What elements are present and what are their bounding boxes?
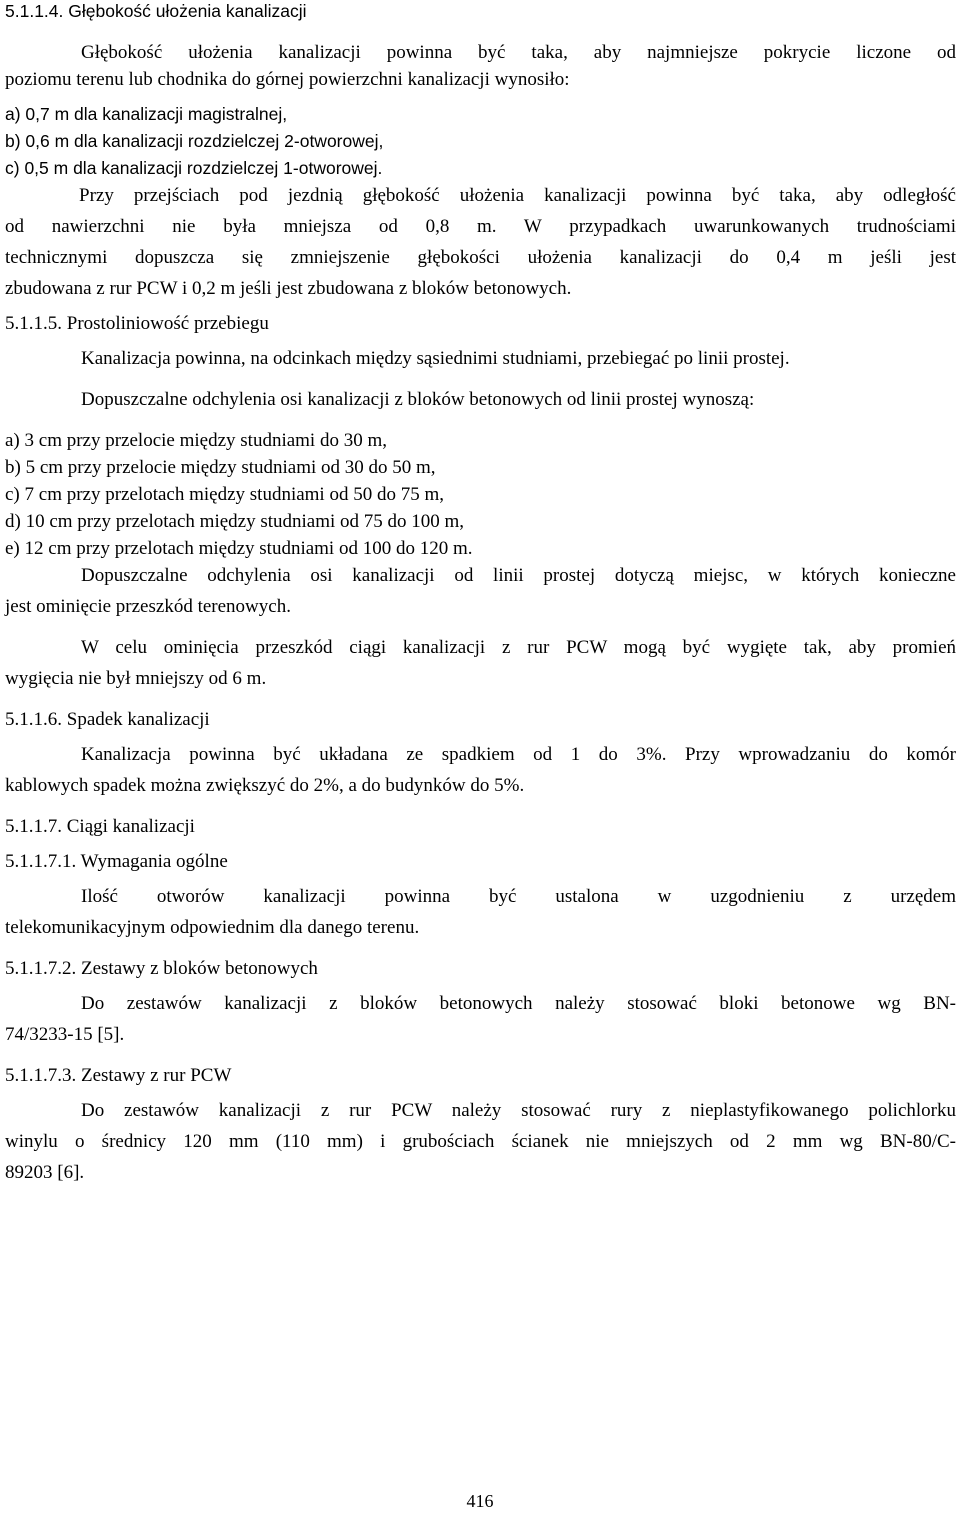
list-item: c) 0,5 m dla kanalizacji rozdzielczej 1-otworowej. xyxy=(5,158,383,178)
paragraph-line: od nawierzchni nie była mniejsza od 0,8 m. W przypadkach uwarunkowanych trudnościami xyxy=(5,216,956,237)
paragraph-line: Do zestawów kanalizacji z rur PCW należy stosować rury z nieplastyfikowanego polichlorku xyxy=(81,1100,956,1121)
section-heading-5-1-1-6: 5.1.1.6. Spadek kanalizacji xyxy=(5,709,210,730)
section-heading-5-1-1-4: 5.1.1.4. Głębokość ułożenia kanalizacji xyxy=(5,1,307,21)
list-item: a) 3 cm przy przelocie między studniami do 30 m, xyxy=(5,430,387,451)
section-heading-5-1-1-5: 5.1.1.5. Prostoliniowość przebiegu xyxy=(5,313,269,334)
page-number: 416 xyxy=(466,1491,494,1511)
list-item: b) 0,6 m dla kanalizacji rozdzielczej 2-otworowej, xyxy=(5,131,384,151)
list-item: a) 0,7 m dla kanalizacji magistralnej, xyxy=(5,104,288,124)
paragraph-line: jest ominięcie przeszkód terenowych. xyxy=(5,596,291,617)
paragraph-line: Ilość otworów kanalizacji powinna być ustalona w uzgodnieniu z urzędem xyxy=(81,886,956,907)
paragraph-line: Głębokość ułożenia kanalizacji powinna być taka, aby najmniejsze pokrycie liczone od xyxy=(81,42,956,63)
paragraph-line: zbudowana z rur PCW i 0,2 m jeśli jest zbudowana z bloków betonowych. xyxy=(5,278,572,299)
paragraph-line: Kanalizacja powinna, na odcinkach między sąsiednimi studniami, przebiegać po linii prostej. xyxy=(81,348,790,369)
paragraph-line: 74/3233-15 [5]. xyxy=(5,1024,125,1045)
paragraph-line: Dopuszczalne odchylenia osi kanalizacji od linii prostej dotyczą miejsc, w których konieczne xyxy=(81,565,956,586)
paragraph-line: poziomu terenu lub chodnika do górnej powierzchni kanalizacji wynosiło: xyxy=(5,69,570,90)
paragraph-line: winylu o średnicy 120 mm (110 mm) i grubościach ścianek nie mniejszych od 2 mm wg BN-80/C- xyxy=(5,1131,956,1152)
section-heading-5-1-1-7-3: 5.1.1.7.3. Zestawy z rur PCW xyxy=(5,1065,232,1086)
section-heading-5-1-1-7-2: 5.1.1.7.2. Zestawy z bloków betonowych xyxy=(5,958,318,979)
paragraph-line: kablowych spadek można zwiększyć do 2%, a do budynków do 5%. xyxy=(5,775,525,796)
paragraph-line: Do zestawów kanalizacji z bloków betonowych należy stosować bloki betonowe wg BN- xyxy=(81,993,956,1014)
paragraph-line: Przy przejściach pod jezdnią głębokość ułożenia kanalizacji powinna być taka, aby odległość xyxy=(79,185,956,206)
list-item: d) 10 cm przy przelotach między studniami od 75 do 100 m, xyxy=(5,511,465,532)
paragraph-line: telekomunikacyjnym odpowiednim dla danego terenu. xyxy=(5,917,420,938)
paragraph-line: W celu ominięcia przeszkód ciągi kanalizacji z rur PCW mogą być wygięte tak, aby promień xyxy=(81,637,956,658)
section-heading-5-1-1-7: 5.1.1.7. Ciągi kanalizacji xyxy=(5,816,195,837)
document-page xyxy=(5,0,956,1186)
list-item: e) 12 cm przy przelotach między studniami od 100 do 120 m. xyxy=(5,538,473,559)
paragraph-line: Dopuszczalne odchylenia osi kanalizacji z bloków betonowych od linii prostej wynoszą: xyxy=(81,389,755,410)
paragraph-line: wygięcia nie był mniejszy od 6 m. xyxy=(5,668,267,689)
list-item: c) 7 cm przy przelotach między studniami od 50 do 75 m, xyxy=(5,484,444,505)
paragraph-line: 89203 [6]. xyxy=(5,1162,85,1183)
section-heading-5-1-1-7-1: 5.1.1.7.1. Wymagania ogólne xyxy=(5,851,228,872)
paragraph-line: technicznymi dopuszcza się zmniejszenie głębokości ułożenia kanalizacji do 0,4 m jeśli jest xyxy=(5,247,956,268)
list-item: b) 5 cm przy przelocie między studniami od 30 do 50 m, xyxy=(5,457,436,478)
paragraph-line: Kanalizacja powinna być układana ze spadkiem od 1 do 3%. Przy wprowadzaniu do komór xyxy=(81,744,956,765)
